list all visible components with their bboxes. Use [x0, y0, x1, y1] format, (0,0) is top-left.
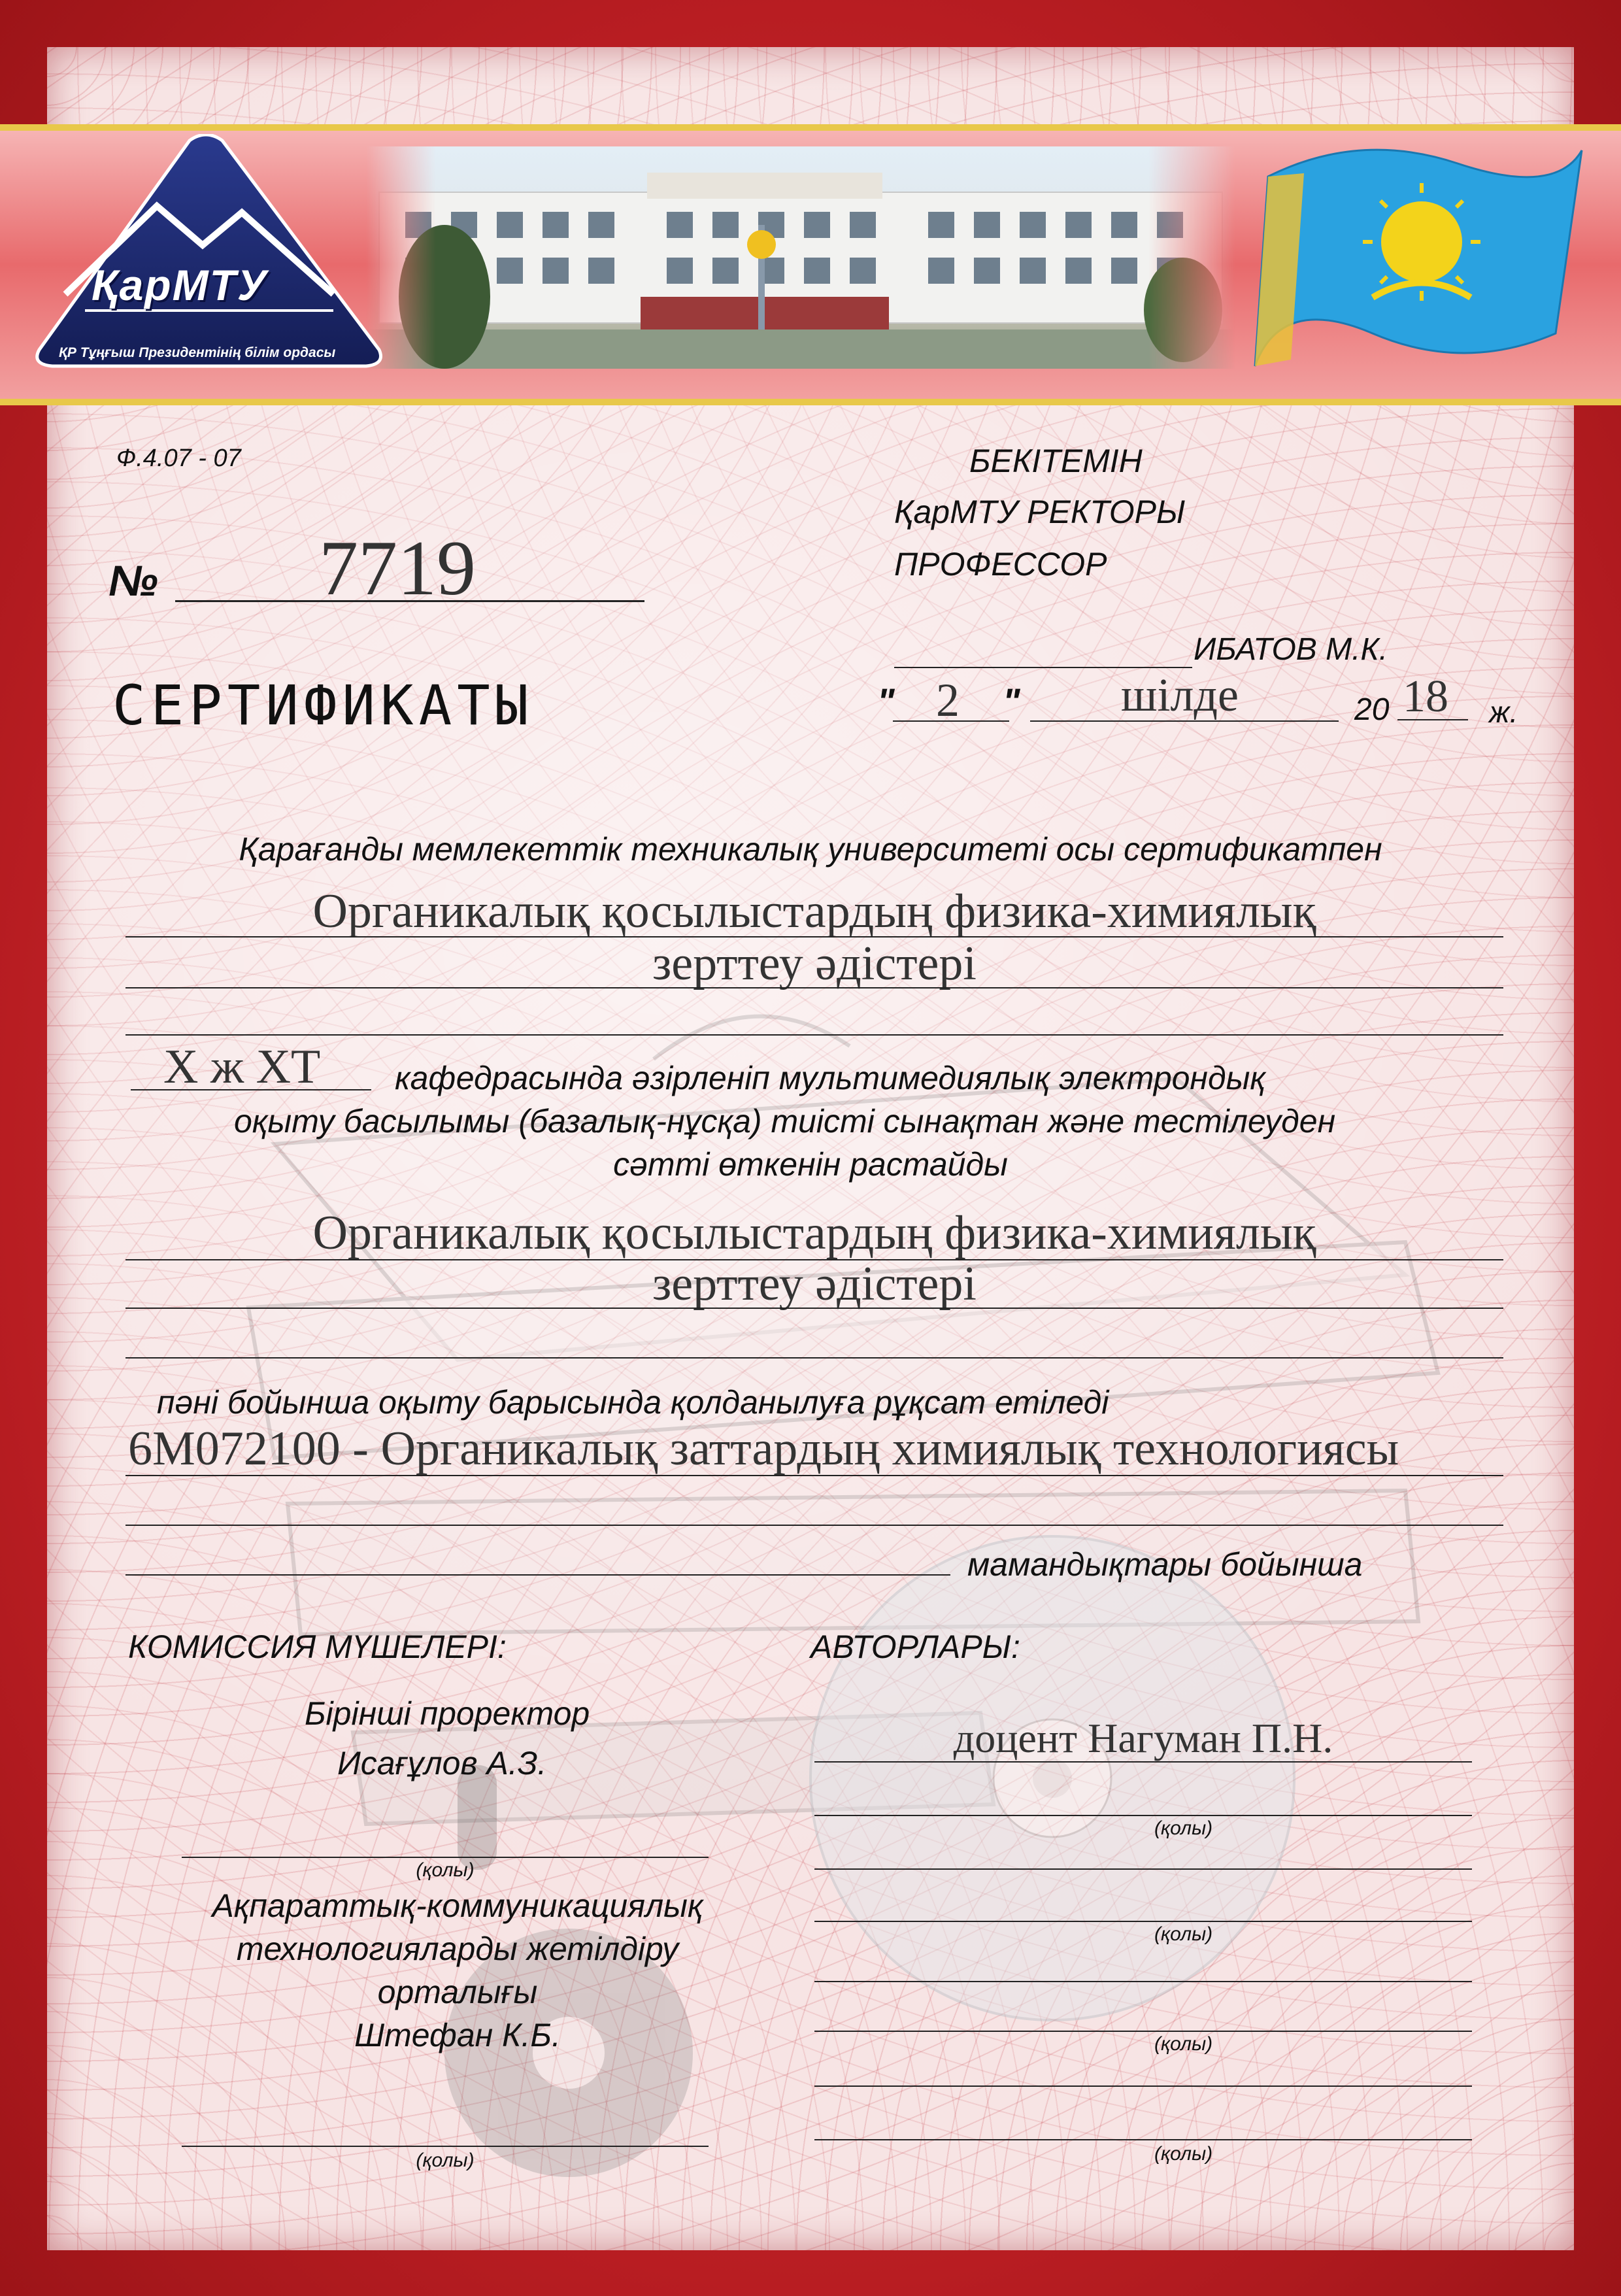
discipline-note: пәні бойынша оқыту барысында қолданылуға рұқсат етіледі: [157, 1384, 1109, 1421]
certificate-number: 7719: [319, 524, 476, 611]
author1-name: доцент Нагуман П.Н.: [953, 1715, 1333, 1761]
author1-signature-label: (қолы): [1154, 1817, 1213, 1839]
member1-signature-label: (қолы): [416, 1859, 475, 1881]
work-title-line1: Органикалық қосылыстардың физика-химиялық: [312, 885, 1316, 938]
date-year-suffix: 18: [1403, 671, 1448, 722]
specialty-underline1: [125, 1475, 1503, 1476]
body-line1: кафедрасында әзірленіп мультимедиялық электрондық: [395, 1060, 1265, 1096]
author4-signature-label: (қолы): [1154, 2143, 1213, 2165]
body-line2: оқыту басылымы (базалық-нұсқа) тиісті сынақтан және тестілеуден: [234, 1103, 1336, 1140]
specialty-note: мамандықтары бойынша: [967, 1546, 1363, 1583]
date-month-line: [1030, 720, 1339, 722]
commission-member1-role: Бірінші проректор: [305, 1695, 590, 1732]
kazakhstan-flag: [1242, 137, 1595, 379]
karmtu-logo: [26, 134, 392, 376]
discipline-underline2: [125, 1308, 1503, 1309]
date-year-line: [1397, 719, 1468, 720]
author3-signature-line: [814, 2031, 1472, 2032]
logo-subtitle: ҚР Тұңғыш Президентінің білім ордасы: [59, 345, 336, 360]
member1-signature-line: [182, 1857, 709, 1858]
author1-line: [814, 1761, 1472, 1763]
intro-text: Қарағанды мемлекеттік техникалық университеті осы сертификатпен: [239, 831, 1382, 868]
author2-signature-label: (қолы): [1154, 1923, 1213, 1945]
building-illustration: [366, 146, 1235, 369]
date-day: 2: [936, 674, 960, 726]
author4-signature-line: [814, 2139, 1472, 2140]
department-line: [131, 1089, 371, 1090]
logo-name: ҚарМТУ: [92, 261, 268, 309]
approval-line2: ПРОФЕССОР: [894, 546, 1107, 582]
commission-member2-role-line3: орталығы: [377, 1974, 538, 2010]
work-title-line2: зерттеу әдістері: [652, 937, 977, 990]
author2-signature-line: [814, 1921, 1472, 1922]
work-title-underline2: [125, 987, 1503, 988]
work-title-underline3: [125, 1034, 1503, 1036]
approval-title: БЕКІТЕМІН: [969, 443, 1143, 479]
commission-heading: КОМИССИЯ МҮШЕЛЕРІ:: [128, 1629, 507, 1665]
approval-line1: ҚарМТУ РЕКТОРЫ: [894, 494, 1186, 530]
author3-line: [814, 1981, 1472, 1982]
discipline-underline3: [125, 1357, 1503, 1359]
date-suffix: ж.: [1489, 695, 1518, 729]
form-code: Ф.4.07 - 07: [116, 445, 241, 472]
body-line3: сәтті өткенін растайды: [613, 1146, 1008, 1183]
number-line: [175, 600, 644, 602]
author3-signature-label: (қолы): [1154, 2033, 1213, 2055]
commission-member1-name: Исағұлов А.З.: [337, 1745, 547, 1781]
number-symbol: №: [109, 556, 158, 605]
date-month: шілде: [1121, 669, 1239, 721]
certificate-title: СЕРТИФИКАТЫ: [112, 673, 534, 737]
university-building-photo: [366, 146, 1235, 369]
author1-signature-line: [814, 1815, 1472, 1816]
commission-member2-name: Штефан К.Б.: [354, 2017, 561, 2053]
author2-line: [814, 1868, 1472, 1870]
member2-signature-label: (қолы): [416, 2150, 475, 2171]
discipline-line2: зерттеу әдістері: [652, 1257, 977, 1311]
commission-member2-role-line2: технологияларды жетілдіру: [236, 1931, 679, 1967]
date-year-prefix: 20: [1354, 692, 1390, 727]
date-open-quote: ": [877, 681, 895, 722]
approval-signer: ИБАТОВ М.К.: [1194, 632, 1388, 667]
discipline-line1: Органикалық қосылыстардың физика-химиялық: [312, 1206, 1316, 1260]
author4-line: [814, 2085, 1472, 2087]
specialty-underline2: [125, 1525, 1503, 1526]
department-name: Х ж ХТ: [163, 1040, 321, 1094]
date-close-quote: ": [1003, 681, 1020, 722]
commission-member2-role-line1: Ақпараттық-коммуникациялық: [212, 1887, 703, 1924]
specialty: 6М072100 - Органикалық заттардың химиялық технологиясы: [128, 1422, 1399, 1476]
member2-signature-line: [182, 2146, 709, 2147]
date-day-line: [893, 720, 1009, 722]
authors-heading: АВТОРЛАРЫ:: [811, 1629, 1020, 1665]
specialty-underline3: [125, 1574, 950, 1576]
